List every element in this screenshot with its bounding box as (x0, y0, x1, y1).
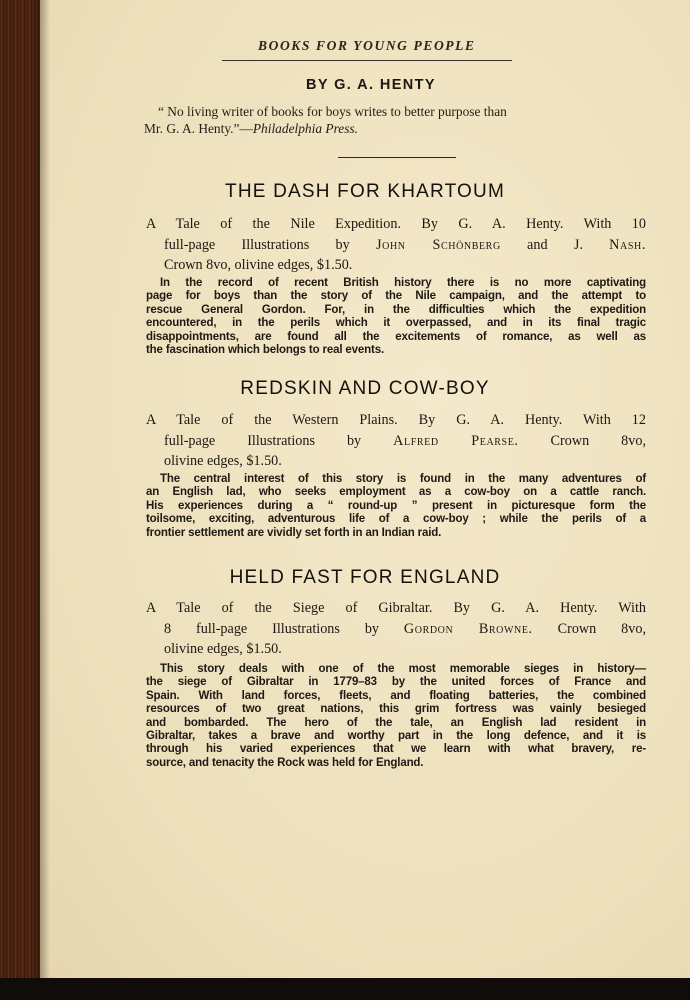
author-heading: BY G. A. HENTY (306, 77, 436, 93)
book-description (146, 410, 646, 472)
summary-line: resources of two great nations, this grim fortress was vainly besieged (146, 703, 646, 716)
summary-line: toilsome, exciting, adventurous life of a cow-boy ; while the perils of a (146, 513, 646, 526)
summary-line: and bombarded. The hero of the tale, an English lad resident in (146, 716, 646, 729)
desc-line: A Tale of the Siege of Gibraltar. By G. A. Henty. With (146, 600, 646, 616)
header-rule (222, 60, 512, 61)
desc-line: Crown 8vo, olivine edges, $1.50. (164, 257, 353, 273)
summary-line: source, and tenacity the Rock was held for England. (146, 756, 424, 769)
summary-line: Gibraltar, takes a brave and worthy part in the long defence, and it is (146, 730, 646, 743)
desc-line (146, 431, 646, 452)
book-title: REDSKIN AND COW-BOY (240, 378, 490, 399)
desc-line: A Tale of the Nile Expedition. By G. A. Henty. With 10 (146, 216, 646, 232)
book-description (146, 214, 646, 276)
summary-line: page for boys than the story of the Nile campaign, and the attempt to (146, 290, 646, 303)
quote-attribution: Mr. G. A. Henty.”— (144, 121, 253, 136)
summary-line: the fascination which belongs to real events. (146, 344, 384, 357)
summary-line: the siege of Gibraltar in 1779–83 by the united forces of France and (146, 676, 646, 689)
summary-line: Spain. With land forces, fleets, and floating batteries, the combined (146, 689, 646, 702)
desc-line: olivine edges, $1.50. (164, 641, 282, 657)
press-quote (144, 103, 646, 137)
quote-line-1: “ No living writer of books for boys writes to better purpose than (158, 104, 507, 119)
summary-line: an English lad, who seeks employment as a cow-boy on a cattle ranch. (146, 486, 646, 499)
book-title: THE DASH FOR KHARTOUM (225, 181, 505, 202)
quote-line-2 (144, 120, 646, 137)
desc-text: Crown 8vo, (518, 432, 646, 449)
book-summary (146, 473, 646, 540)
illustrator-name: Nash. (609, 236, 646, 253)
book-summary (146, 277, 646, 357)
desc-line (146, 235, 646, 256)
quote-source: Philadelphia Press. (252, 121, 358, 136)
summary-line: through his varied experiences that we learn with what bravery, re- (146, 743, 646, 756)
page-gutter-shadow (34, 0, 50, 978)
summary-line: The central interest of this story is found in the many adventures of (160, 473, 646, 485)
book-summary (146, 663, 646, 770)
summary-line: frontier settlement are vividly set forth in an Indian raid. (146, 526, 442, 539)
desc-text: Crown 8vo, (532, 620, 646, 637)
desc-text: 8 full-page Illustrations by (164, 620, 404, 637)
book-description (146, 598, 646, 660)
desc-line: olivine edges, $1.50. (164, 453, 282, 469)
scan-bottom-border (0, 978, 690, 1000)
illustrator-name: Gordon Browne. (403, 620, 533, 637)
book-title: HELD FAST FOR ENGLAND (229, 567, 501, 588)
illustrator-name: John Schönberg (376, 236, 501, 253)
summary-line: encountered, in the perils which it overpassed, and in its final tragic (146, 317, 646, 330)
book-page (40, 0, 690, 978)
desc-text: full-page Illustrations by (164, 236, 377, 253)
section-divider (338, 157, 456, 158)
summary-line: rescue General Gordon. For, in the difficulties which the expedition (146, 303, 646, 316)
summary-line: His experiences during a “ round-up ” present in picturesque form the (146, 499, 646, 512)
desc-text: and J. (500, 236, 610, 253)
illustrator-name: Alfred Pearse. (393, 432, 519, 449)
summary-line: In the record of recent British history there is no more captivating (160, 277, 646, 289)
summary-line: disappointments, are found all the excitements of romance, as well as (146, 330, 646, 343)
summary-line: This story deals with one of the most memorable sieges in history— (160, 663, 646, 675)
desc-line: A Tale of the Western Plains. By G. A. Henty. With 12 (146, 412, 646, 428)
running-head: BOOKS FOR YOUNG PEOPLE (258, 38, 476, 53)
desc-text: full-page Illustrations by (164, 432, 394, 449)
desc-line (146, 619, 646, 640)
